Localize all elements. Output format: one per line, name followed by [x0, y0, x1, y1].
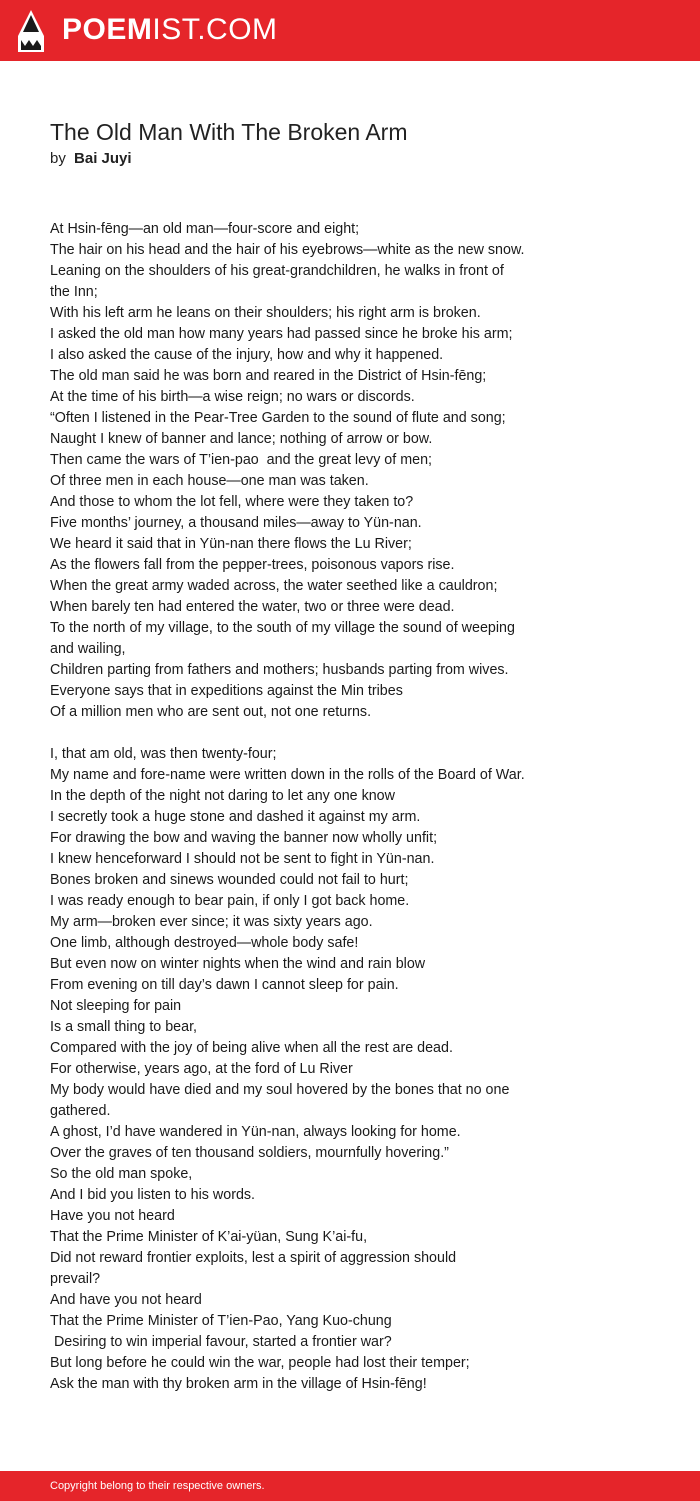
poem-line: The hair on his head and the hair of his eyebrows—white as the new snow. — [50, 242, 525, 258]
poem-line: Then came the wars of T’ien-pao and the great levy of men; — [50, 452, 432, 468]
poem-line: I knew henceforward I should not be sent to fight in Yün-nan. — [50, 851, 435, 867]
poem-line: I asked the old man how many years had passed since he broke his arm; — [50, 326, 513, 342]
poem-line: And those to whom the lot fell, where were they taken to? — [50, 494, 414, 510]
poem-line: Children parting from fathers and mothers; husbands parting from wives. — [50, 662, 509, 678]
poem-line: and wailing, — [50, 641, 126, 657]
poem-line: When the great army waded across, the water seethed like a cauldron; — [50, 578, 498, 594]
poem-line: For otherwise, years ago, at the ford of Lu River — [50, 1061, 353, 1077]
poem-line: Is a small thing to bear, — [50, 1019, 198, 1035]
poem-line: From evening on till day’s dawn I cannot sleep for pain. — [50, 977, 399, 993]
poem-line: The old man said he was born and reared in the District of Hsin-fēng; — [50, 368, 487, 384]
poem-line: Over the graves of ten thousand soldiers, mournfully hovering.” — [50, 1145, 449, 1161]
poem-line: Have you not heard — [50, 1208, 175, 1224]
poem-line: Bones broken and sinews wounded could not fail to hurt; — [50, 872, 409, 888]
poem-line: Naught I knew of banner and lance; nothing of arrow or bow. — [50, 431, 433, 447]
poem-line: That the Prime Minister of K’ai-yüan, Sung K’ai-fu, — [50, 1229, 368, 1245]
poem-title: The Old Man With The Broken Arm — [50, 119, 408, 145]
poem-line: In the depth of the night not daring to let any one know — [50, 788, 395, 804]
site-header — [0, 0, 700, 61]
poem-body — [50, 219, 610, 1395]
poem-line: prevail? — [50, 1271, 101, 1287]
poem-line — [50, 723, 610, 744]
poem-line: To the north of my village, to the south of my village the sound of weeping — [50, 620, 515, 636]
poem-line: Everyone says that in expeditions against the Min tribes — [50, 683, 403, 699]
logo-bold-text: POEM — [62, 13, 153, 46]
pencil-logo-icon[interactable] — [18, 10, 44, 52]
site-footer — [0, 1471, 700, 1501]
poem-line: At Hsin-fēng—an old man—four-score and eight; — [50, 221, 360, 237]
poem-line: I also asked the cause of the injury, how and why it happened. — [50, 347, 444, 363]
poem-line: Compared with the joy of being alive when all the rest are dead. — [50, 1040, 453, 1056]
poem-line: My name and fore-name were written down in the rolls of the Board of War. — [50, 767, 525, 783]
poem-line: My arm—broken ever since; it was sixty years ago. — [50, 914, 373, 930]
poem-line: So the old man spoke, — [50, 1166, 193, 1182]
poem-line: With his left arm he leans on their shoulders; his right arm is broken. — [50, 305, 481, 321]
poem-line: Desiring to win imperial favour, started a frontier war? — [50, 1334, 392, 1350]
poem-line: gathered. — [50, 1103, 111, 1119]
poem-line: A ghost, I’d have wandered in Yün-nan, always looking for home. — [50, 1124, 461, 1140]
poem-line: the Inn; — [50, 284, 98, 300]
poem-line: My body would have died and my soul hovered by the bones that no one — [50, 1082, 510, 1098]
poem-line: Ask the man with thy broken arm in the village of Hsin-fēng! — [50, 1376, 427, 1392]
poem-line: And have you not heard — [50, 1292, 202, 1308]
poem-line: Leaning on the shoulders of his great-grandchildren, he walks in front of — [50, 263, 504, 279]
poem-line: I secretly took a huge stone and dashed it against my arm. — [50, 809, 421, 825]
poem-line: I was ready enough to bear pain, if only I got back home. — [50, 893, 410, 909]
poem-line: One limb, although destroyed—whole body safe! — [50, 935, 359, 951]
by-label: by — [50, 150, 66, 167]
copyright-text: Copyright belong to their respective owners. — [50, 1480, 265, 1492]
poem-line: Of three men in each house—one man was taken. — [50, 473, 369, 489]
poem-line: Of a million men who are sent out, not one returns. — [50, 704, 372, 720]
poem-line: I, that am old, was then twenty-four; — [50, 746, 277, 762]
poem-byline — [50, 149, 132, 169]
poem-line: “Often I listened in the Pear-Tree Garden to the sound of flute and song; — [50, 410, 506, 426]
poem-line: When barely ten had entered the water, two or three were dead. — [50, 599, 455, 615]
poem-line: For drawing the bow and waving the banner now wholly unfit; — [50, 830, 438, 846]
poem-line: As the flowers fall from the pepper-trees, poisonous vapors rise. — [50, 557, 455, 573]
poem-line: Did not reward frontier exploits, lest a spirit of aggression should — [50, 1250, 457, 1266]
poem-line: Five months’ journey, a thousand miles—away to Yün-nan. — [50, 515, 422, 531]
site-logo[interactable] — [62, 13, 278, 47]
poem-line: We heard it said that in Yün-nan there flows the Lu River; — [50, 536, 412, 552]
poem-line: At the time of his birth—a wise reign; no wars or discords. — [50, 389, 415, 405]
poem-line: That the Prime Minister of T’ien-Pao, Yang Kuo-chung — [50, 1313, 392, 1329]
poem-line: But even now on winter nights when the wind and rain blow — [50, 956, 426, 972]
author-name: Bai Juyi — [74, 150, 132, 167]
logo-light-text: IST.COM — [152, 13, 278, 46]
poem-line: Not sleeping for pain — [50, 998, 182, 1014]
poem-line: But long before he could win the war, people had lost their temper; — [50, 1355, 470, 1371]
poem-line: And I bid you listen to his words. — [50, 1187, 256, 1203]
